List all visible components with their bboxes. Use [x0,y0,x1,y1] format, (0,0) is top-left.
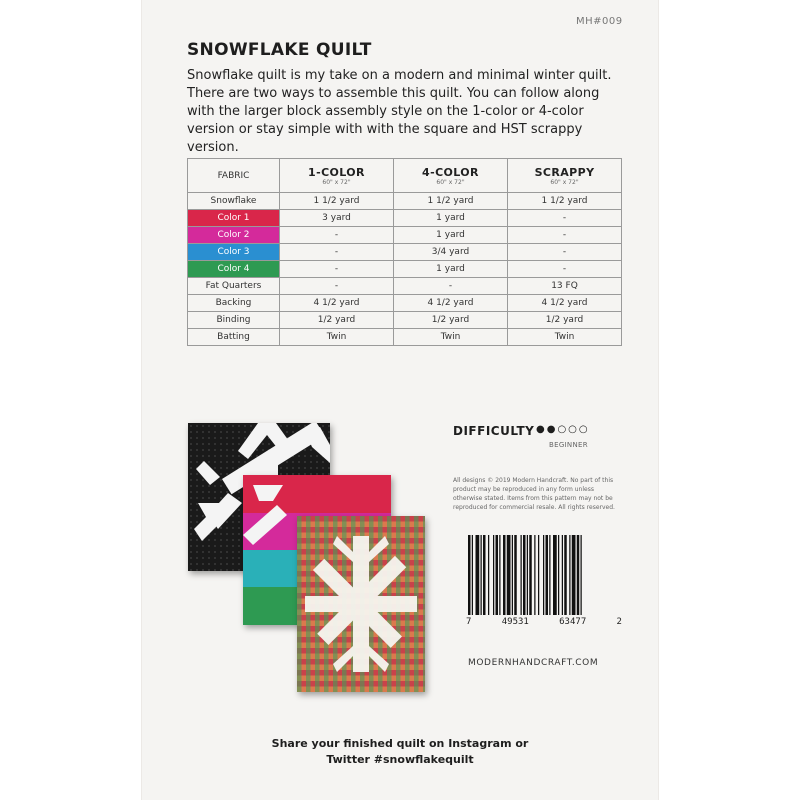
row-label-swatch: Color 1 [188,210,280,227]
row-label: Binding [188,312,280,329]
table-row [188,227,622,244]
row-label-swatch: Color 4 [188,261,280,278]
difficulty-label: DIFFICULTY [453,424,535,438]
table-cell: - [508,261,622,278]
table-cell: Twin [508,329,622,346]
barcode-digit-group: 2 [616,617,622,627]
table-header-row [188,159,622,193]
snowflake-icon [297,516,425,692]
table-cell: 1 1/2 yard [508,193,622,210]
intro-text: Snowflake quilt is my take on a modern and minimal winter quilt. There are two ways to assemble this quilt. You can follow along with the larger block assembly style on the 1-color or 4-color version or stay simple with with the square and HST scrappy version. [187,68,612,155]
table-cell: 1/2 yard [508,312,622,329]
scrappy-quilt-image [297,516,425,692]
table-row [188,210,622,227]
row-label: Snowflake [188,193,280,210]
table-cell: Twin [394,329,508,346]
fabric-requirements-table [187,158,622,346]
table-row [188,329,622,346]
table-cell: - [508,244,622,261]
table-cell: - [280,244,394,261]
table-cell: 4 1/2 yard [280,295,394,312]
table-cell: 1 1/2 yard [394,193,508,210]
table-cell: 4 1/2 yard [508,295,622,312]
fabric-header: FABRIC [188,159,280,193]
difficulty-rating-dots: ●●○○○ [536,424,590,435]
barcode-image [468,535,618,615]
table-cell: 1 1/2 yard [280,193,394,210]
table-cell: - [508,210,622,227]
copyright-notice: All designs © 2019 Modern Handcraft. No part of this product may be reproduced in any form unless otherwise stated. Items from this pattern may not be reproduced for commercial resale. All rights reserved. [453,477,615,511]
page-title: SNOWFLAKE QUILT [187,40,372,60]
row-label: Backing [188,295,280,312]
table-row [188,193,622,210]
share-message [240,736,560,768]
table-cell: - [508,227,622,244]
difficulty-level: BEGINNER [549,441,588,449]
table-cell: 3 yard [280,210,394,227]
table-row [188,261,622,278]
column-header-scrappy: SCRAPPY 60" x 72" [508,159,622,193]
table-cell: - [280,278,394,295]
share-line-2: Twitter #snowflakequilt [326,753,474,766]
table-cell: 13 FQ [508,278,622,295]
row-label-swatch: Color 3 [188,244,280,261]
share-line-1: Share your finished quilt on Instagram or [271,737,529,750]
table-cell: Twin [280,329,394,346]
table-cell: 4 1/2 yard [394,295,508,312]
table-cell: 1/2 yard [394,312,508,329]
row-label: Fat Quarters [188,278,280,295]
pattern-code: MH#009 [576,16,623,27]
table-cell: - [280,227,394,244]
barcode-digit-group: 63477 [559,617,587,627]
website-link[interactable]: MODERNHANDCRAFT.COM [468,658,599,668]
table-cell: 3/4 yard [394,244,508,261]
table-row [188,295,622,312]
table-cell: - [280,261,394,278]
row-label: Batting [188,329,280,346]
row-label-swatch: Color 2 [188,227,280,244]
table-row [188,278,622,295]
table-cell: 1 yard [394,227,508,244]
table-cell: 1/2 yard [280,312,394,329]
table-cell: 1 yard [394,261,508,278]
table-row [188,312,622,329]
table-cell: 1 yard [394,210,508,227]
table-row [188,244,622,261]
barcode-digit-group: 49531 [501,617,529,627]
column-header-1-color: 1-COLOR 60" x 72" [280,159,394,193]
barcode-digit-group: 7 [466,617,472,627]
table-cell: - [394,278,508,295]
barcode-number [466,617,622,627]
column-header-4-color: 4-COLOR 60" x 72" [394,159,508,193]
